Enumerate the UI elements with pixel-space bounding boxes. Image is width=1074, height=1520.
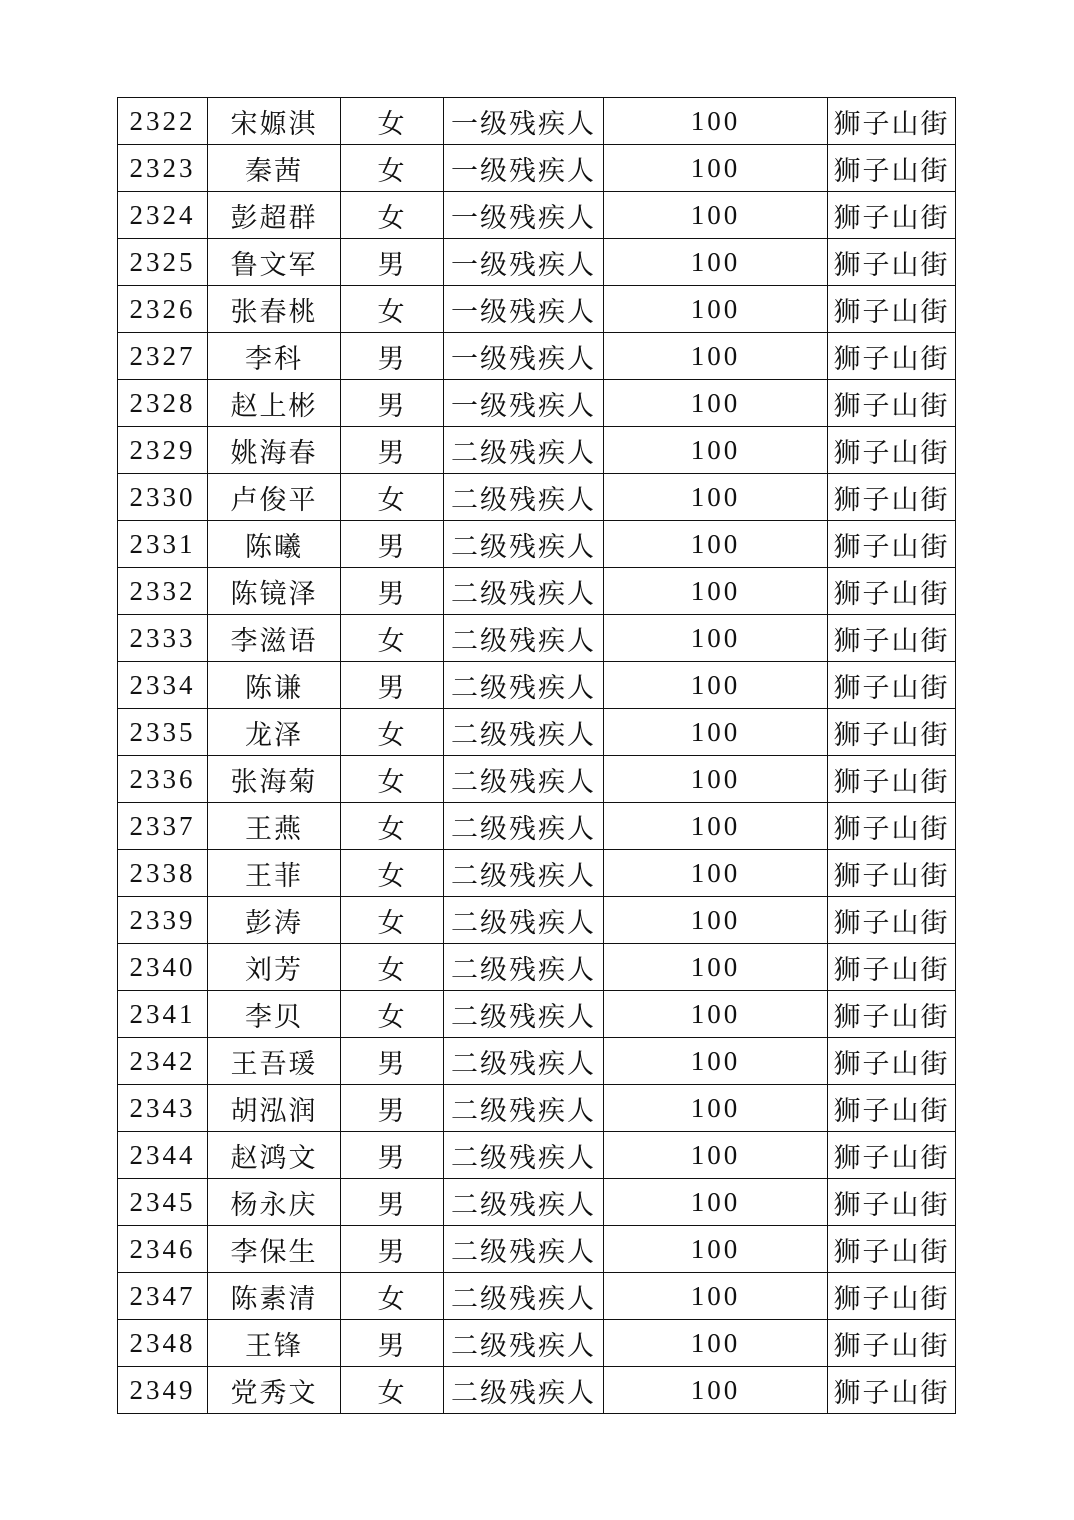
street-cell: 狮子山街 bbox=[828, 380, 956, 427]
disability-level-cell: 二级残疾人 bbox=[444, 1085, 604, 1132]
serial-number-cell: 2339 bbox=[118, 897, 208, 944]
serial-number-cell: 2337 bbox=[118, 803, 208, 850]
disability-level-cell: 一级残疾人 bbox=[444, 192, 604, 239]
serial-number-cell: 2345 bbox=[118, 1179, 208, 1226]
name-cell: 姚海春 bbox=[208, 427, 341, 474]
serial-number-cell: 2341 bbox=[118, 991, 208, 1038]
amount-cell: 100 bbox=[604, 333, 828, 380]
table-row bbox=[118, 380, 956, 427]
gender-cell: 男 bbox=[341, 1226, 444, 1273]
disability-level-cell: 二级残疾人 bbox=[444, 850, 604, 897]
gender-cell: 男 bbox=[341, 1179, 444, 1226]
serial-number-cell: 2349 bbox=[118, 1367, 208, 1414]
amount-cell: 100 bbox=[604, 1038, 828, 1085]
amount-cell: 100 bbox=[604, 991, 828, 1038]
table-row bbox=[118, 1179, 956, 1226]
name-cell: 陈素清 bbox=[208, 1273, 341, 1320]
name-cell: 宋嫄淇 bbox=[208, 98, 341, 145]
serial-number-cell: 2338 bbox=[118, 850, 208, 897]
serial-number-cell: 2328 bbox=[118, 380, 208, 427]
disability-level-cell: 二级残疾人 bbox=[444, 991, 604, 1038]
gender-cell: 女 bbox=[341, 756, 444, 803]
gender-cell: 女 bbox=[341, 1367, 444, 1414]
street-cell: 狮子山街 bbox=[828, 1085, 956, 1132]
gender-cell: 男 bbox=[341, 521, 444, 568]
name-cell: 刘芳 bbox=[208, 944, 341, 991]
street-cell: 狮子山街 bbox=[828, 991, 956, 1038]
table-row bbox=[118, 1085, 956, 1132]
gender-cell: 男 bbox=[341, 333, 444, 380]
name-cell: 王菲 bbox=[208, 850, 341, 897]
serial-number-cell: 2327 bbox=[118, 333, 208, 380]
street-cell: 狮子山街 bbox=[828, 662, 956, 709]
gender-cell: 女 bbox=[341, 474, 444, 521]
serial-number-cell: 2343 bbox=[118, 1085, 208, 1132]
amount-cell: 100 bbox=[604, 803, 828, 850]
serial-number-cell: 2344 bbox=[118, 1132, 208, 1179]
table-row bbox=[118, 239, 956, 286]
amount-cell: 100 bbox=[604, 897, 828, 944]
table-row bbox=[118, 474, 956, 521]
table-row bbox=[118, 615, 956, 662]
serial-number-cell: 2332 bbox=[118, 568, 208, 615]
serial-number-cell: 2324 bbox=[118, 192, 208, 239]
disability-level-cell: 二级残疾人 bbox=[444, 1226, 604, 1273]
amount-cell: 100 bbox=[604, 615, 828, 662]
amount-cell: 100 bbox=[604, 850, 828, 897]
street-cell: 狮子山街 bbox=[828, 1179, 956, 1226]
name-cell: 赵上彬 bbox=[208, 380, 341, 427]
disability-level-cell: 二级残疾人 bbox=[444, 897, 604, 944]
name-cell: 张海菊 bbox=[208, 756, 341, 803]
street-cell: 狮子山街 bbox=[828, 333, 956, 380]
street-cell: 狮子山街 bbox=[828, 286, 956, 333]
amount-cell: 100 bbox=[604, 1179, 828, 1226]
name-cell: 陈镜泽 bbox=[208, 568, 341, 615]
table-row bbox=[118, 333, 956, 380]
street-cell: 狮子山街 bbox=[828, 521, 956, 568]
serial-number-cell: 2323 bbox=[118, 145, 208, 192]
street-cell: 狮子山街 bbox=[828, 1320, 956, 1367]
name-cell: 王燕 bbox=[208, 803, 341, 850]
amount-cell: 100 bbox=[604, 568, 828, 615]
street-cell: 狮子山街 bbox=[828, 1367, 956, 1414]
table-body bbox=[118, 98, 956, 1414]
amount-cell: 100 bbox=[604, 1320, 828, 1367]
gender-cell: 女 bbox=[341, 897, 444, 944]
street-cell: 狮子山街 bbox=[828, 1226, 956, 1273]
amount-cell: 100 bbox=[604, 521, 828, 568]
serial-number-cell: 2322 bbox=[118, 98, 208, 145]
name-cell: 李科 bbox=[208, 333, 341, 380]
table-row bbox=[118, 286, 956, 333]
disability-level-cell: 二级残疾人 bbox=[444, 427, 604, 474]
serial-number-cell: 2326 bbox=[118, 286, 208, 333]
gender-cell: 女 bbox=[341, 192, 444, 239]
table-row bbox=[118, 991, 956, 1038]
name-cell: 张春桃 bbox=[208, 286, 341, 333]
street-cell: 狮子山街 bbox=[828, 944, 956, 991]
table-row bbox=[118, 568, 956, 615]
serial-number-cell: 2346 bbox=[118, 1226, 208, 1273]
serial-number-cell: 2348 bbox=[118, 1320, 208, 1367]
gender-cell: 男 bbox=[341, 662, 444, 709]
name-cell: 李保生 bbox=[208, 1226, 341, 1273]
amount-cell: 100 bbox=[604, 474, 828, 521]
amount-cell: 100 bbox=[604, 1226, 828, 1273]
amount-cell: 100 bbox=[604, 1273, 828, 1320]
name-cell: 秦茜 bbox=[208, 145, 341, 192]
disability-level-cell: 二级残疾人 bbox=[444, 1132, 604, 1179]
table-row bbox=[118, 1132, 956, 1179]
gender-cell: 男 bbox=[341, 239, 444, 286]
table-row bbox=[118, 521, 956, 568]
name-cell: 杨永庆 bbox=[208, 1179, 341, 1226]
amount-cell: 100 bbox=[604, 192, 828, 239]
name-cell: 陈谦 bbox=[208, 662, 341, 709]
serial-number-cell: 2340 bbox=[118, 944, 208, 991]
serial-number-cell: 2347 bbox=[118, 1273, 208, 1320]
disability-level-cell: 二级残疾人 bbox=[444, 1179, 604, 1226]
amount-cell: 100 bbox=[604, 98, 828, 145]
serial-number-cell: 2334 bbox=[118, 662, 208, 709]
street-cell: 狮子山街 bbox=[828, 568, 956, 615]
table-row bbox=[118, 98, 956, 145]
street-cell: 狮子山街 bbox=[828, 1038, 956, 1085]
serial-number-cell: 2330 bbox=[118, 474, 208, 521]
street-cell: 狮子山街 bbox=[828, 1273, 956, 1320]
table-row bbox=[118, 803, 956, 850]
disability-level-cell: 二级残疾人 bbox=[444, 615, 604, 662]
disability-level-cell: 二级残疾人 bbox=[444, 1320, 604, 1367]
gender-cell: 女 bbox=[341, 991, 444, 1038]
gender-cell: 女 bbox=[341, 803, 444, 850]
name-cell: 李滋语 bbox=[208, 615, 341, 662]
name-cell: 龙泽 bbox=[208, 709, 341, 756]
gender-cell: 女 bbox=[341, 615, 444, 662]
disability-level-cell: 二级残疾人 bbox=[444, 1038, 604, 1085]
amount-cell: 100 bbox=[604, 380, 828, 427]
amount-cell: 100 bbox=[604, 709, 828, 756]
gender-cell: 女 bbox=[341, 98, 444, 145]
gender-cell: 女 bbox=[341, 850, 444, 897]
name-cell: 党秀文 bbox=[208, 1367, 341, 1414]
name-cell: 彭涛 bbox=[208, 897, 341, 944]
serial-number-cell: 2336 bbox=[118, 756, 208, 803]
table-row bbox=[118, 897, 956, 944]
gender-cell: 女 bbox=[341, 145, 444, 192]
disability-level-cell: 一级残疾人 bbox=[444, 380, 604, 427]
gender-cell: 男 bbox=[341, 568, 444, 615]
disability-level-cell: 二级残疾人 bbox=[444, 803, 604, 850]
street-cell: 狮子山街 bbox=[828, 803, 956, 850]
gender-cell: 女 bbox=[341, 1273, 444, 1320]
serial-number-cell: 2325 bbox=[118, 239, 208, 286]
name-cell: 李贝 bbox=[208, 991, 341, 1038]
table-row bbox=[118, 192, 956, 239]
table-row bbox=[118, 850, 956, 897]
gender-cell: 男 bbox=[341, 427, 444, 474]
amount-cell: 100 bbox=[604, 1085, 828, 1132]
name-cell: 胡泓润 bbox=[208, 1085, 341, 1132]
gender-cell: 女 bbox=[341, 286, 444, 333]
street-cell: 狮子山街 bbox=[828, 427, 956, 474]
subsidy-list-table bbox=[117, 97, 956, 1414]
table-row bbox=[118, 756, 956, 803]
name-cell: 赵鸿文 bbox=[208, 1132, 341, 1179]
disability-level-cell: 二级残疾人 bbox=[444, 474, 604, 521]
street-cell: 狮子山街 bbox=[828, 474, 956, 521]
disability-level-cell: 二级残疾人 bbox=[444, 709, 604, 756]
table-row bbox=[118, 1273, 956, 1320]
amount-cell: 100 bbox=[604, 145, 828, 192]
amount-cell: 100 bbox=[604, 239, 828, 286]
name-cell: 王吾瑗 bbox=[208, 1038, 341, 1085]
name-cell: 彭超群 bbox=[208, 192, 341, 239]
gender-cell: 男 bbox=[341, 1085, 444, 1132]
serial-number-cell: 2333 bbox=[118, 615, 208, 662]
disability-level-cell: 二级残疾人 bbox=[444, 521, 604, 568]
name-cell: 卢俊平 bbox=[208, 474, 341, 521]
name-cell: 王锋 bbox=[208, 1320, 341, 1367]
name-cell: 鲁文军 bbox=[208, 239, 341, 286]
amount-cell: 100 bbox=[604, 1132, 828, 1179]
gender-cell: 女 bbox=[341, 709, 444, 756]
serial-number-cell: 2331 bbox=[118, 521, 208, 568]
disability-level-cell: 二级残疾人 bbox=[444, 662, 604, 709]
gender-cell: 男 bbox=[341, 380, 444, 427]
serial-number-cell: 2329 bbox=[118, 427, 208, 474]
street-cell: 狮子山街 bbox=[828, 897, 956, 944]
table-row bbox=[118, 1038, 956, 1085]
disability-level-cell: 一级残疾人 bbox=[444, 333, 604, 380]
disability-level-cell: 二级残疾人 bbox=[444, 1273, 604, 1320]
gender-cell: 女 bbox=[341, 944, 444, 991]
disability-level-cell: 一级残疾人 bbox=[444, 145, 604, 192]
disability-level-cell: 一级残疾人 bbox=[444, 239, 604, 286]
amount-cell: 100 bbox=[604, 1367, 828, 1414]
disability-level-cell: 二级残疾人 bbox=[444, 944, 604, 991]
street-cell: 狮子山街 bbox=[828, 98, 956, 145]
table-row bbox=[118, 709, 956, 756]
disability-level-cell: 二级残疾人 bbox=[444, 1367, 604, 1414]
amount-cell: 100 bbox=[604, 756, 828, 803]
table-row bbox=[118, 1320, 956, 1367]
gender-cell: 男 bbox=[341, 1320, 444, 1367]
table-row bbox=[118, 145, 956, 192]
disability-level-cell: 一级残疾人 bbox=[444, 286, 604, 333]
name-cell: 陈曦 bbox=[208, 521, 341, 568]
gender-cell: 男 bbox=[341, 1132, 444, 1179]
street-cell: 狮子山街 bbox=[828, 615, 956, 662]
street-cell: 狮子山街 bbox=[828, 239, 956, 286]
disability-level-cell: 一级残疾人 bbox=[444, 98, 604, 145]
street-cell: 狮子山街 bbox=[828, 709, 956, 756]
table-row bbox=[118, 1226, 956, 1273]
gender-cell: 男 bbox=[341, 1038, 444, 1085]
amount-cell: 100 bbox=[604, 427, 828, 474]
street-cell: 狮子山街 bbox=[828, 145, 956, 192]
serial-number-cell: 2335 bbox=[118, 709, 208, 756]
street-cell: 狮子山街 bbox=[828, 192, 956, 239]
table-row bbox=[118, 1367, 956, 1414]
street-cell: 狮子山街 bbox=[828, 1132, 956, 1179]
serial-number-cell: 2342 bbox=[118, 1038, 208, 1085]
amount-cell: 100 bbox=[604, 662, 828, 709]
amount-cell: 100 bbox=[604, 944, 828, 991]
disability-level-cell: 二级残疾人 bbox=[444, 756, 604, 803]
table-row bbox=[118, 427, 956, 474]
table-row bbox=[118, 944, 956, 991]
amount-cell: 100 bbox=[604, 286, 828, 333]
table-row bbox=[118, 662, 956, 709]
street-cell: 狮子山街 bbox=[828, 756, 956, 803]
disability-level-cell: 二级残疾人 bbox=[444, 568, 604, 615]
street-cell: 狮子山街 bbox=[828, 850, 956, 897]
